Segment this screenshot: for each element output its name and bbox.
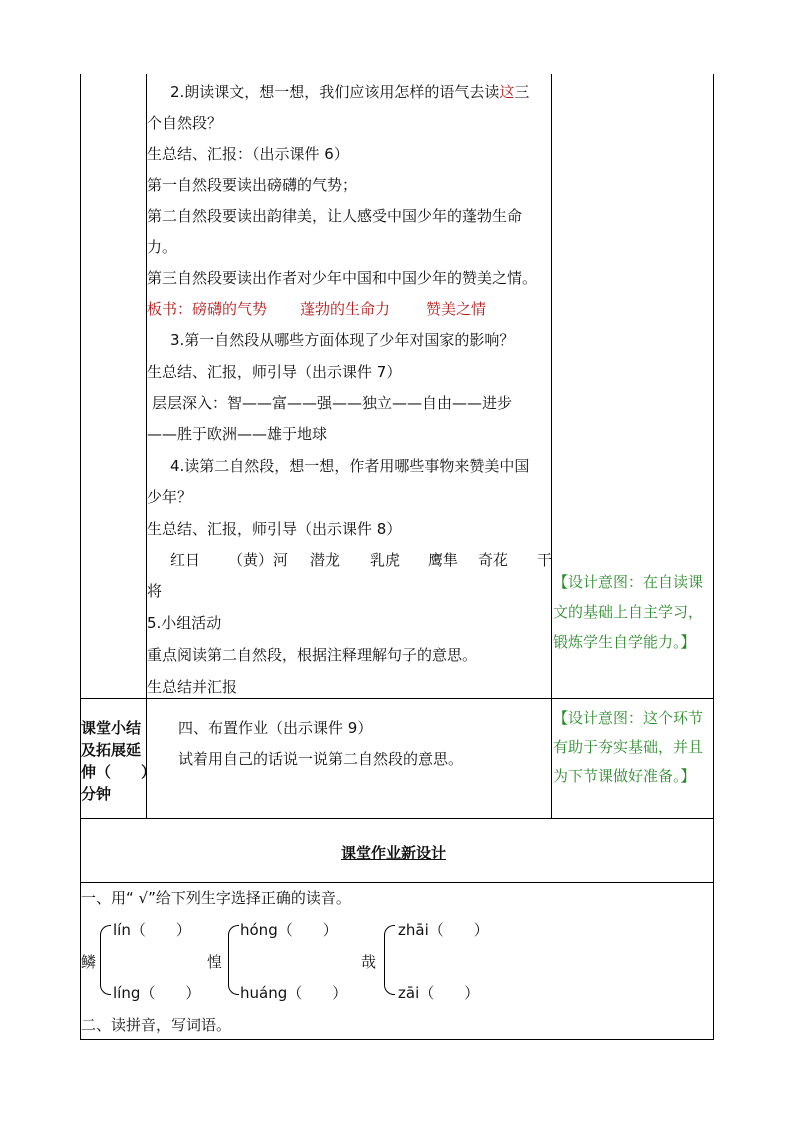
char-2-option-1: hóng（ ） (240, 921, 338, 939)
summary-content-line-1: 四、布置作业（出示课件 9） (178, 719, 373, 737)
char-3: 哉 (361, 953, 377, 971)
design-note-1-line-1: 【设计意图：在自读课 (553, 573, 704, 591)
lesson-line-6: 力。 (147, 238, 178, 256)
char-1-option-2: líng（ ） (113, 984, 201, 1002)
summary-label-line-3: 伸（ ） (81, 763, 157, 781)
lesson-line-13: 4.读第二自然段，想一想，作者用哪些事物来赞美中国 (170, 457, 530, 475)
lesson-line-17: 将 (147, 582, 163, 600)
lesson-line-10: 生总结、汇报，师引导（出示课件 7） (147, 363, 402, 381)
design-note-1-line-3: 锻炼学生自学能力。】 (553, 633, 696, 651)
table-bottom-border (80, 1039, 714, 1040)
char-3-option-2: zāi（ ） (398, 984, 480, 1002)
char-2: 惶 (207, 953, 223, 971)
lesson-line-15: 生总结、汇报，师引导（出示课件 8） (147, 520, 402, 538)
homework-question-1: 一、用“ √”给下列生字选择正确的读音。 (81, 889, 351, 907)
brace-2 (228, 925, 239, 995)
row-divider-3 (80, 882, 714, 883)
row-divider-2 (80, 818, 714, 819)
lesson-line-12: ——胜于欧洲——雄于地球 (147, 425, 328, 443)
lesson-line-2: 个自然段？ (147, 114, 223, 132)
lesson-line-9: 3.第一自然段从哪些方面体现了少年对国家的影响？ (170, 331, 515, 349)
homework-title: 课堂作业新设计 (341, 844, 447, 862)
char-1: 鳞 (81, 953, 97, 971)
design-note-2-line-1: 【设计意图：这个环节 (553, 709, 704, 727)
lesson-line-14: 少年？ (147, 488, 193, 506)
word-item-2: （黄）河 (228, 551, 289, 569)
brace-3 (384, 925, 395, 995)
word-item-1: 红日 (170, 551, 201, 569)
lesson-line-3: 生总结、汇报：（出示课件 6） (147, 145, 349, 163)
char-2-option-2: huáng（ ） (240, 984, 348, 1002)
board-writing-1: 板书：磅礴的气势 (147, 300, 268, 318)
summary-label-line-4: 分钟 (81, 785, 112, 803)
col-divider-2 (551, 74, 552, 819)
char-1-option-1: lín（ ） (113, 921, 191, 939)
word-item-6: 奇花 (478, 551, 509, 569)
summary-label-line-2: 及拓展延 (81, 741, 142, 759)
board-writing-2: 蓬勃的生命力 (300, 300, 391, 318)
lesson-line-4: 第一自然段要读出磅礴的气势； (147, 176, 358, 194)
lesson-line-19: 重点阅读第二自然段，根据注释理解句子的意思。 (147, 646, 478, 664)
word-item-4: 乳虎 (370, 551, 401, 569)
char-3-option-1: zhāi（ ） (398, 921, 489, 939)
lesson-line-20: 生总结并汇报 (147, 678, 238, 696)
highlighted-char: 这 (499, 83, 515, 101)
brace-1 (100, 925, 111, 995)
word-item-7: 干 (537, 551, 553, 569)
lesson-line-1: 2.朗读课文，想一想，我们应该用怎样的语气去读这三 (170, 83, 530, 101)
word-item-3: 潜龙 (310, 551, 341, 569)
lesson-line-18: 5.小组活动 (147, 614, 222, 632)
homework-question-2: 二、读拼音，写词语。 (81, 1016, 232, 1034)
board-writing-3: 赞美之情 (426, 300, 487, 318)
word-item-5: 鹰隼 (428, 551, 459, 569)
design-note-1-line-2: 文的基础上自主学习， (553, 603, 704, 621)
row-divider-1 (80, 698, 714, 699)
summary-label-line-1: 课堂小结 (81, 719, 142, 737)
design-note-2-line-2: 有助于夯实基础，并且 (553, 738, 704, 756)
lesson-line-11: 层层深入：智——富——强——独立——自由——进步 (152, 394, 513, 412)
summary-content-line-2: 试着用自己的话说一说第二自然段的意思。 (178, 750, 464, 768)
table-right-border (713, 74, 714, 1040)
design-note-2-line-3: 为下节课做好准备。】 (553, 767, 696, 785)
lesson-line-5: 第二自然段要读出韵律美，让人感受中国少年的蓬勃生命 (147, 207, 523, 225)
lesson-line-7: 第三自然段要读出作者对少年中国和中国少年的赞美之情。 (147, 269, 538, 287)
